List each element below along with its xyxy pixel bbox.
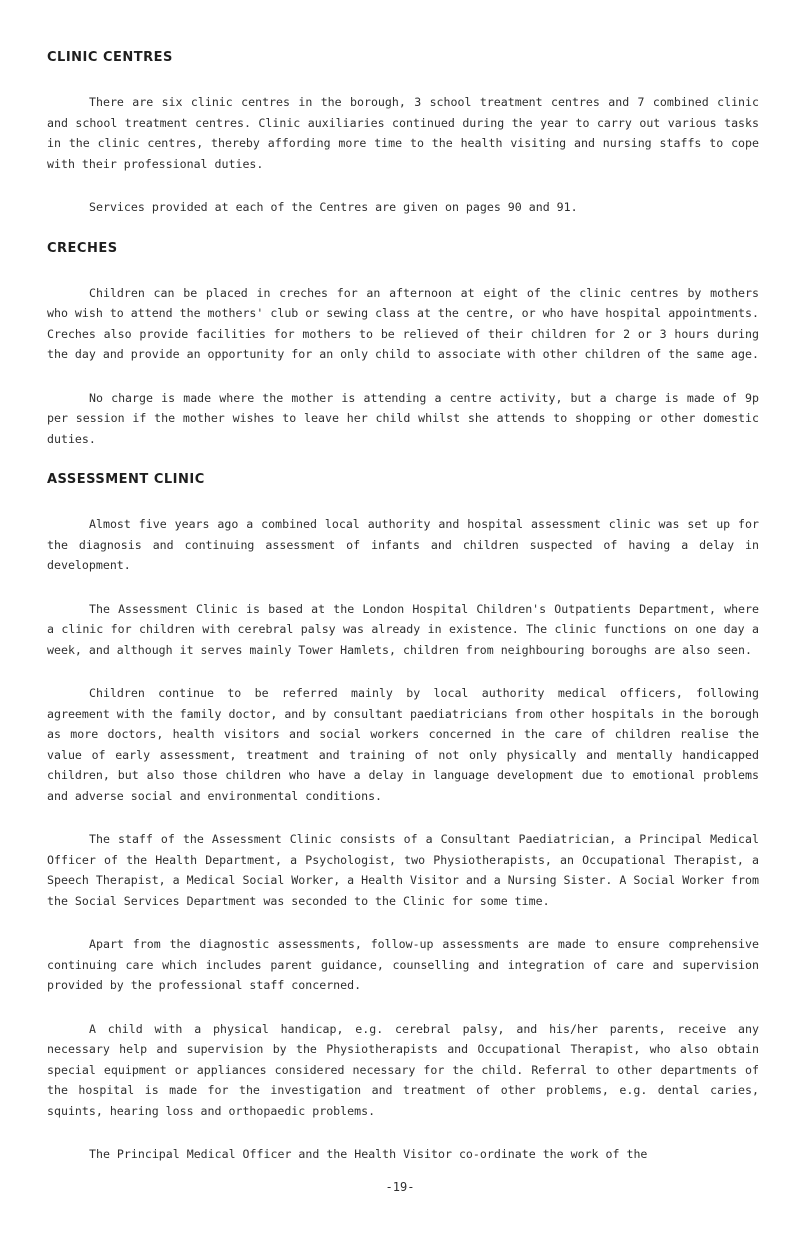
document-page — [47, 50, 759, 1188]
paragraph: Services provided at each of the Centres are given on pages 90 and 91. — [89, 200, 578, 214]
paragraph: Children can be placed in creches for an afternoon at eight of the clinic centres by mothers who wish to attend the mothers' club or sewing class at the centre, or who have hospital appointments. Creches also provide facilities for mothers to be relieved of their children for 2 or 3 hours during the day and provide an opportunity for an only child to associate with other children of the same age. — [47, 285, 759, 361]
section-clinic-centres — [47, 50, 759, 218]
paragraph: A child with a physical handicap, e.g. cerebral palsy, and his/her parents, receive any necessary help and supervision by the Physiotherapists and Occupational Therapist, who also obtain special equipment or appliances considered necessary for the child. Referral to other departments of the hospital is made for the investigation and treatment of other problems, e.g. dental caries, squints, hearing loss and orthopaedic problems. — [47, 1021, 759, 1118]
paragraph: There are six clinic centres in the borough, 3 school treatment centres and 7 combined clinic and school treatment centres. Clinic auxiliaries continued during the year to carry out various tasks in the clinic centres, thereby affording more time to the health visiting and nursing staffs to cope with their professional duties. — [47, 95, 759, 171]
page-number: -19- — [385, 1180, 415, 1194]
section-heading: CRECHES — [47, 240, 118, 256]
paragraph: Children continue to be referred mainly by local authority medical officers, following agreement with the family doctor, and by consultant paediatricians from other hospitals in the borough as more doctors, health visitors and social workers concerned in the care of children realise the value of early assessment, treatment and training of not only physically and mentally handicapped children, but also those children who have a delay in language development due to emotional problems and adverse social and environmental conditions. — [47, 686, 759, 803]
section-creches — [47, 241, 759, 450]
paragraph: The Assessment Clinic is based at the London Hospital Children's Outpatients Department, where a clinic for children with cerebral palsy was already in existence. The clinic functions on one day a week, and although it serves mainly Tower Hamlets, children from neighbouring boroughs are also seen. — [47, 601, 759, 657]
section-assessment-clinic — [47, 472, 759, 1165]
paragraph: Apart from the diagnostic assessments, follow-up assessments are made to ensure comprehensive continuing care which includes parent guidance, counselling and integration of care and supervision provided by the professional staff concerned. — [47, 937, 759, 992]
paragraph: The staff of the Assessment Clinic consists of a Consultant Paediatrician, a Principal Medical Officer of the Health Department, a Psychologist, two Physiotherapists, an Occupational Therapist, a Speech Therapist, a Medical Social Worker, a Health Visitor and a Nursing Sister. A Social Worker from the Social Services Department was seconded to the Clinic for some time. — [47, 832, 759, 908]
section-heading: ASSESSMENT CLINIC — [47, 472, 205, 487]
paragraph: No charge is made where the mother is attending a centre activity, but a charge is made of 9p per session if the mother wishes to leave her child whilst she attends to shopping or other domestic duties. — [47, 390, 759, 446]
paragraph: Almost five years ago a combined local authority and hospital assessment clinic was set up for the diagnosis and continuing assessment of infants and children suspected of having a delay in development. — [47, 517, 759, 572]
paragraph: The Principal Medical Officer and the Health Visitor co-ordinate the work of the — [89, 1147, 648, 1161]
section-heading: CLINIC CENTRES — [47, 50, 173, 65]
